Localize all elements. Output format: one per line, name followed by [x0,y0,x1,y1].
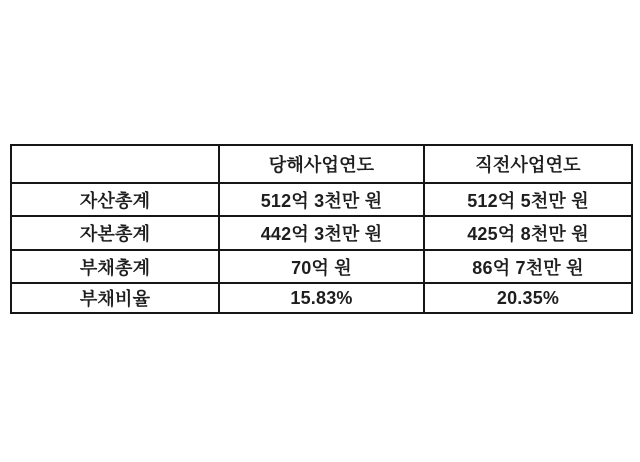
row-label-total-assets: 자산총계 [11,183,219,216]
table-row-debt-ratio [11,283,632,313]
cell-debt-ratio-previous: 20.35% [424,283,632,313]
row-label-total-liabilities: 부채총계 [11,250,219,283]
cell-total-liabilities-current: 70억 원 [219,250,424,283]
table-header-row [11,145,632,183]
cell-total-equity-current: 442억 3천만 원 [219,216,424,250]
financial-summary-table [10,144,633,314]
cell-total-assets-current: 512억 3천만 원 [219,183,424,216]
table-row-total-assets [11,183,632,216]
header-previous-fiscal-year: 직전사업연도 [424,145,632,183]
table-row-total-liabilities [11,250,632,283]
cell-total-assets-previous: 512억 5천만 원 [424,183,632,216]
cell-total-equity-previous: 425억 8천만 원 [424,216,632,250]
cell-total-liabilities-previous: 86억 7천만 원 [424,250,632,283]
cell-debt-ratio-current: 15.83% [219,283,424,313]
row-label-total-equity: 자본총계 [11,216,219,250]
row-label-debt-ratio: 부채비율 [11,283,219,313]
table-row-total-equity [11,216,632,250]
header-empty-cell [11,145,219,183]
header-current-fiscal-year: 당해사업연도 [219,145,424,183]
